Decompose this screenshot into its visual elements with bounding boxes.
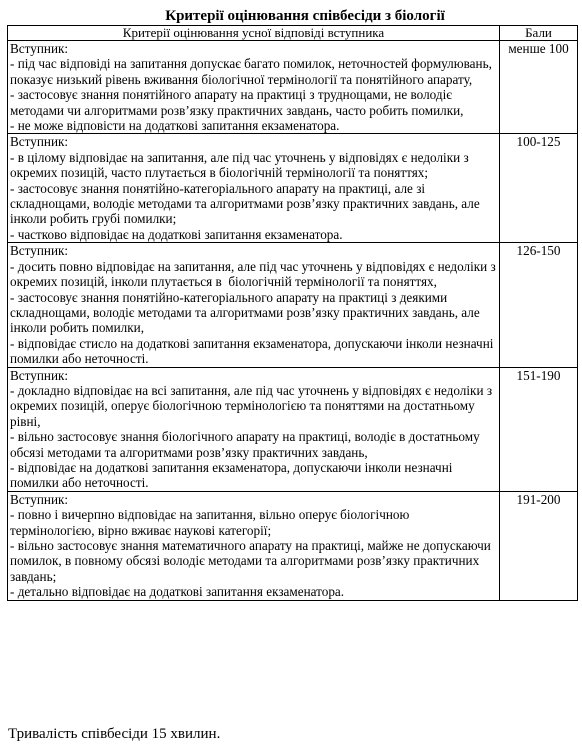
score-cell: менше 100 [500, 41, 578, 134]
score-cell: 126-150 [500, 243, 578, 367]
document-page [7, 8, 577, 601]
criteria-line: Вступник: [10, 41, 69, 56]
criteria-line: - докладно відповідає на всі запитання, але під час уточнень у відповідях є недоліки з окремих позицій, оперує біологічною термінологією та поняттями на достатньому рівні, [10, 382, 496, 429]
criteria-line: - застосовує знання понятійного апарату на практиці з труднощами, не володіє методами чи алгоритмами розв’язку практичних завдань, часто робить помилки, [10, 87, 464, 118]
criteria-line: Вступник: [10, 367, 69, 383]
criteria-line: Вступник: [10, 134, 69, 150]
score-cell: 191-200 [500, 491, 578, 600]
table-row [8, 41, 578, 134]
criteria-cell [8, 491, 500, 600]
criteria-line: Вступник: [10, 243, 69, 259]
score-column-header: Бали [500, 26, 578, 41]
table-row [8, 491, 578, 600]
table-row [8, 367, 578, 491]
criteria-cell [8, 134, 500, 243]
criteria-line: - відповідає на додаткові запитання екзаменатора, допускаючи інколи незначні помилки або неточності. [10, 459, 456, 491]
criteria-line: - вільно застосовує знання математичного апарату на практиці, майже не допускаючи помилок, в повному обсязі володіє методами та алгоритмами розв’язку практичних завдань; [10, 538, 495, 584]
table-row [8, 243, 578, 367]
criteria-line: - відповідає стисло на додаткові запитання екзаменатора, допускаючи інколи незначні помилки або неточності. [10, 335, 497, 367]
criteria-line: - не може відповісти на додаткові запитання екзаменатора. [10, 118, 340, 134]
criteria-table [7, 25, 578, 601]
criteria-line: - застосовує знання понятійно-категоріального апарату на практиці, але зі складнощами, володіє методами та алгоритмами розв’язку практичних завдань, але інколи робить грубі помилки; [10, 180, 484, 227]
document-title: Критерії оцінювання співбесіди з біології [165, 8, 445, 24]
criteria-line: - повно і вичерпно відповідає на запитання, вільно оперує біологічною термінологією, вірно вживає наукові категорії; [10, 507, 413, 538]
criteria-line: Вступник: [10, 491, 69, 507]
criteria-line: - вільно застосовує знання біологічного апарату на практиці, володіє в достатньому обсязі методами та алгоритмами розв’язку практичних завдань, [10, 429, 484, 460]
criteria-line: - в цілому відповідає на запитання, але під час уточнень у відповідях є недоліки з окремих позицій, часто плутається в біологічній термінології та поняттях; [10, 149, 472, 181]
criteria-cell [8, 41, 500, 134]
criteria-column-header: Критерії оцінювання усної відповіді вступника [8, 26, 500, 41]
criteria-line: - частково відповідає на додаткові запитання екзаменатора. [10, 226, 343, 242]
score-cell: 151-190 [500, 367, 578, 491]
criteria-line: - застосовує знання понятійно-категоріального апарату на практиці з деякими складнощами, володіє методами та алгоритмами розв’язку практичних завдань, але інколи робить помилки, [10, 289, 484, 336]
criteria-line: - під час відповіді на запитання допускає багато помилок, неточностей формулювань, показує низький рівень вживання біологічної термінології та понятійного апарату, [10, 56, 496, 87]
criteria-line: - детально відповідає на додаткові запитання екзаменатора. [10, 584, 345, 600]
criteria-line: - досить повно відповідає на запитання, але під час уточнень у відповідях є недоліки з окремих позицій, інколи плутається в біологічній термінології та поняттях, [10, 258, 499, 290]
criteria-cell [8, 243, 500, 367]
criteria-cell [8, 367, 500, 491]
score-cell: 100-125 [500, 134, 578, 243]
interview-duration-note: Тривалість співбесіди 15 хвилин. [8, 726, 221, 742]
table-row [8, 134, 578, 243]
table-header-row [8, 26, 578, 41]
